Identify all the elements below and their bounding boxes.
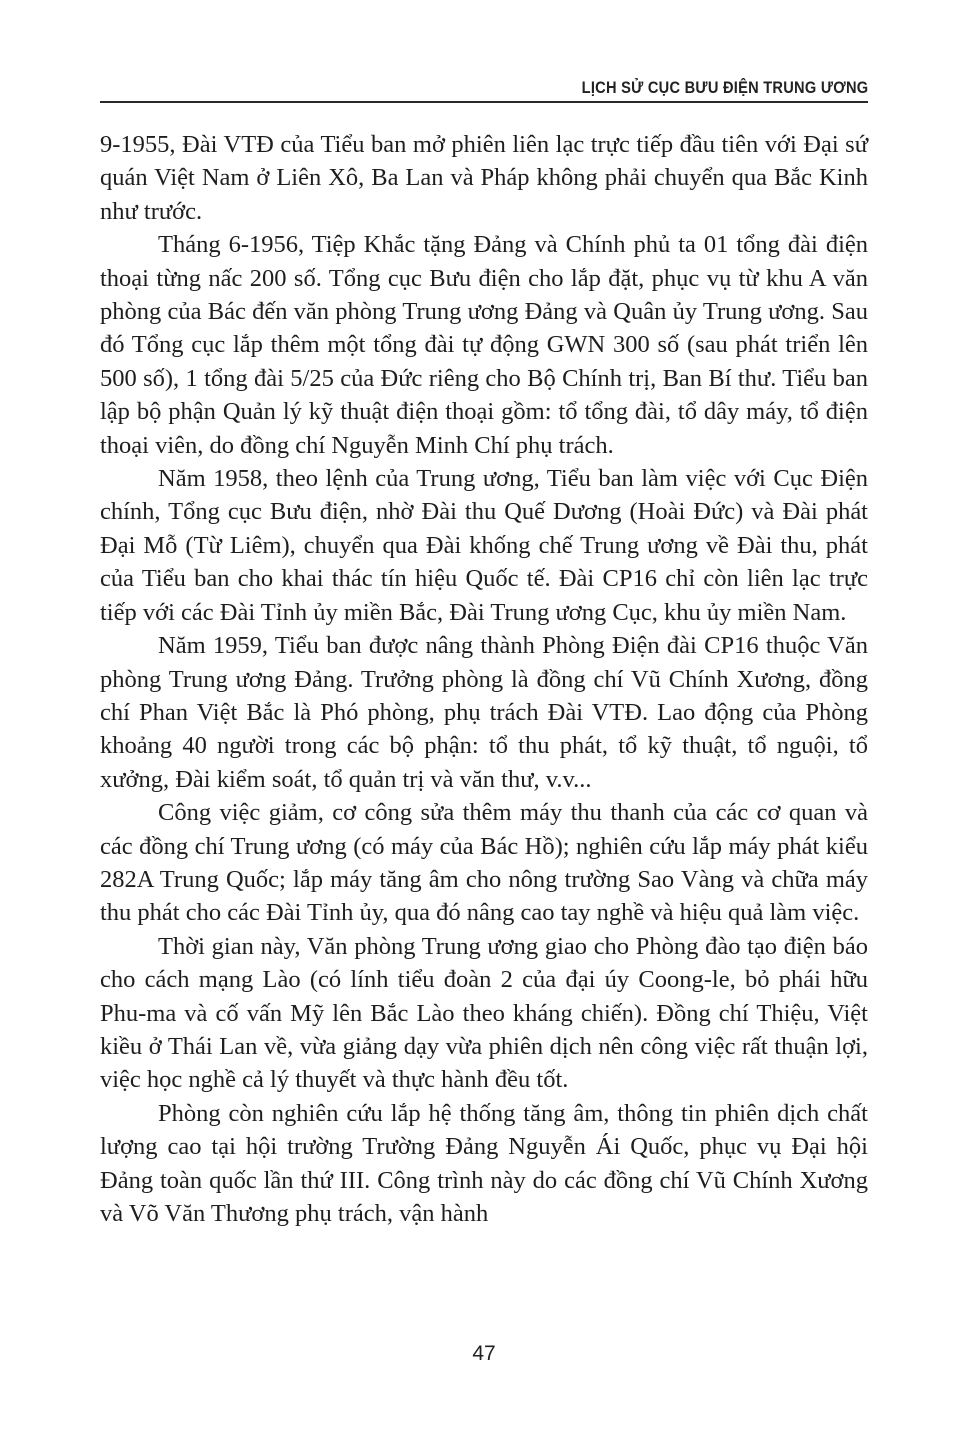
book-page <box>100 0 868 1441</box>
body-text <box>100 128 868 1230</box>
page-number: 47 <box>472 1342 496 1365</box>
paragraph: Năm 1959, Tiểu ban được nâng thành Phòng Điện đài CP16 thuộc Văn phòng Trung ương Đảng. Trưởng phòng là đồng chí Vũ Chính Xương, đồng chí Phan Việt Bắc là Phó phòng, phụ trách Đài VTĐ. Lao động của Phòng khoảng 40 người trong các bộ phận: tổ thu phát, tổ kỹ thuật, tổ nguội, tổ xưởng, Đài kiểm soát, tổ quản trị và văn thư, v.v... <box>100 632 868 793</box>
header-rule <box>100 101 868 103</box>
paragraph: 9-1955, Đài VTĐ của Tiểu ban mở phiên liên lạc trực tiếp đầu tiên với Đại sứ quán Việt Nam ở Liên Xô, Ba Lan và Pháp không phải chuyển qua Bắc Kinh như trước. <box>100 131 868 225</box>
paragraph: Năm 1958, theo lệnh của Trung ương, Tiểu ban làm việc với Cục Điện chính, Tổng cục Bưu điện, nhờ Đài thu Quế Dương (Hoài Đức) và Đài phát Đại Mỗ (Từ Liêm), chuyển qua Đài khống chế Trung ương về Đài thu, phát của Tiểu ban cho khai thác tín hiệu Quốc tế. Đài CP16 chỉ còn liên lạc trực tiếp với các Đài Tỉnh ủy miền Bắc, Đài Trung ương Cục, khu ủy miền Nam. <box>100 465 868 626</box>
paragraph: Thời gian này, Văn phòng Trung ương giao cho Phòng đào tạo điện báo cho cách mạng Lào (có lính tiểu đoàn 2 của đại úy Coong-le, bỏ phái hữu Phu-ma và cố vấn Mỹ lên Bắc Lào theo kháng chiến). Đồng chí Thiệu, Việt kiều ở Thái Lan về, vừa giảng dạy vừa phiên dịch nên công việc rất thuận lợi, việc học nghề cả lý thuyết và thực hành đều tốt. <box>100 932 868 1094</box>
paragraph: Công việc giảm, cơ công sửa thêm máy thu thanh của các cơ quan và các đồng chí Trung ương (có máy của Bác Hồ); nghiên cứu lắp máy phát kiểu 282A Trung Quốc; lắp máy tăng âm cho nông trường Sao Vàng và chữa máy thu phát cho các Đài Tỉnh ủy, qua đó nâng cao tay nghề và hiệu quả làm việc. <box>100 799 868 927</box>
paragraph: Tháng 6-1956, Tiệp Khắc tặng Đảng và Chính phủ ta 01 tổng đài điện thoại từng nấc 200 số. Tổng cục Bưu điện cho lắp đặt, phục vụ từ khu A văn phòng của Bác đến văn phòng Trung ương Đảng và Quân ủy Trung ương. Sau đó Tổng cục lắp thêm một tổng đài tự động GWN 300 số (sau phát triển lên 500 số), 1 tổng đài 5/25 của Đức riêng cho Bộ Chính trị, Ban Bí thư. Tiểu ban lập bộ phận Quản lý kỹ thuật điện thoại gồm: tổ tổng đài, tổ dây máy, tổ điện thoại viên, do đồng chí Nguyễn Minh Chí phụ trách. <box>100 231 868 459</box>
running-header-title: LỊCH SỬ CỤC BƯU ĐIỆN TRUNG ƯƠNG <box>581 78 868 97</box>
paragraph: Phòng còn nghiên cứu lắp hệ thống tăng âm, thông tin phiên dịch chất lượng cao tại hội trường Trường Đảng Nguyễn Ái Quốc, phục vụ Đại hội Đảng toàn quốc lần thứ III. Công trình này do các đồng chí Vũ Chính Xương và Võ Văn Thương phụ trách, vận hành <box>100 1099 868 1227</box>
